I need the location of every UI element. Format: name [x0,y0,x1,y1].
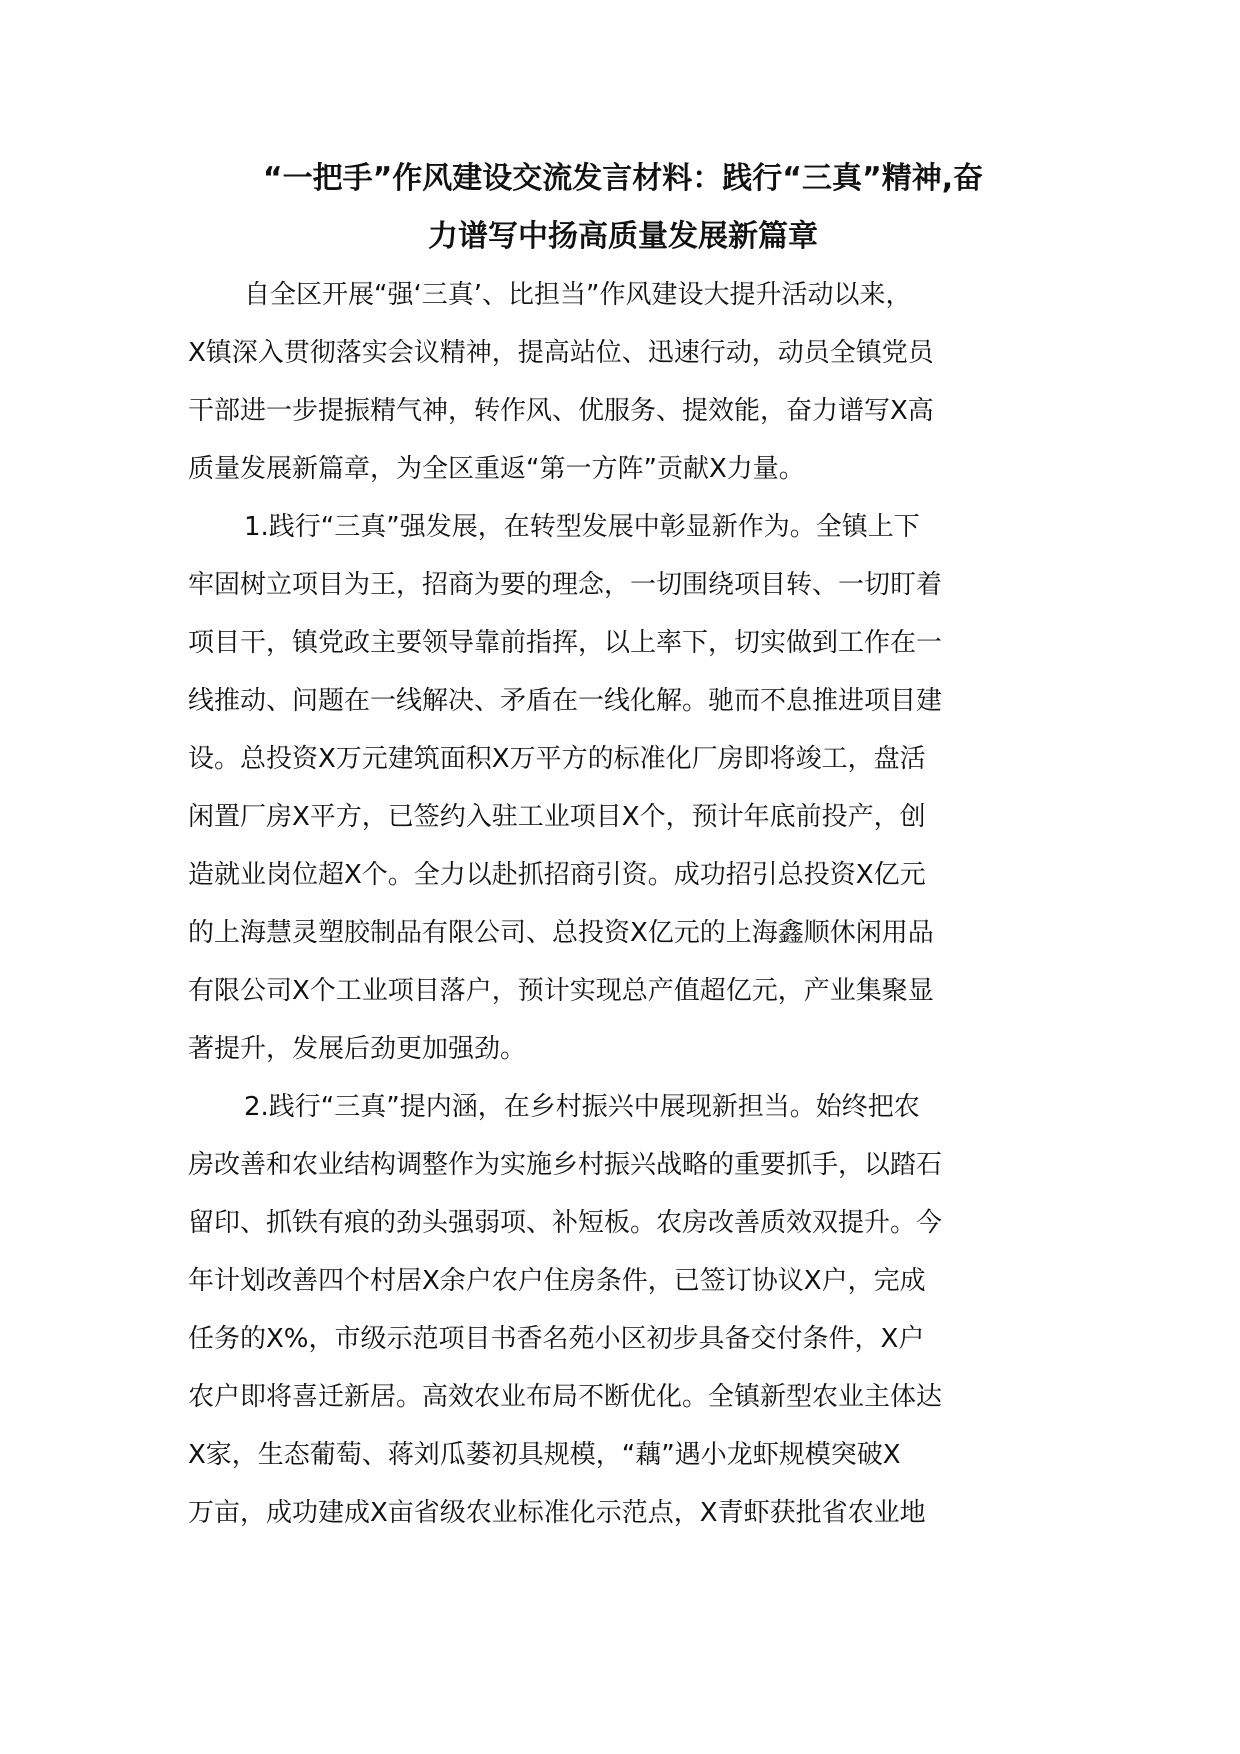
paragraph-line: 闲置厂房X平方，已签约入驻工业项目X个，预计年底前投产，创 [188,802,926,832]
paragraph-line: 有限公司X个工业项目落户，预计实现总产值超亿元，产业集聚显 [188,976,934,1006]
paragraph-line: 干部进一步提振精气神，转作风、优服务、提效能，奋力谱写X高 [188,396,934,426]
paragraph-line: 项目干，镇党政主要领导靠前指挥，以上率下，切实做到工作在一 [188,628,943,658]
paragraph-line: 房改善和农业结构调整作为实施乡村振兴战略的重要抓手，以踏石 [188,1150,943,1180]
paragraph-line: 年计划改善四个村居X余户农户住房条件，已签订协议X户，完成 [188,1266,926,1296]
title-line-1: “一把手”作风建设交流发言材料：践行“三真”精神,奋 [262,161,984,196]
paragraph-line: 线推动、问题在一线解决、矛盾在一线化解。驰而不息推进项目建 [188,686,943,716]
paragraph-section-2 [188,1078,1058,1542]
paragraph-line: 任务的X%，市级示范项目书香名苑小区初步具备交付条件，X户 [188,1324,925,1354]
paragraph-line: 万亩，成功建成X亩省级农业标准化示范点，X青虾获批省农业地 [188,1498,926,1528]
document-page [188,150,1058,1542]
paragraph-line: X家，生态葡萄、蒋刘瓜蒌初具规模，“藕”遇小龙虾规模突破X [188,1440,901,1470]
paragraph-line: 自全区开展“强‘三真’、比担当”作风建设大提升活动以来， [244,280,912,310]
paragraph-line: 农户即将喜迁新居。高效农业布局不断优化。全镇新型农业主体达 [188,1382,943,1412]
paragraph-line: 造就业岗位超X个。全力以赴抓招商引资。成功招引总投资X亿元 [188,860,926,890]
paragraph-intro [188,266,1058,498]
paragraph-line: 留印、抓铁有痕的劲头强弱项、补短板。农房改善质效双提升。今 [188,1208,943,1238]
document-title [188,150,1058,266]
paragraph-line: X镇深入贯彻落实会议精神，提高站位、迅速行动，动员全镇党员 [188,338,934,368]
paragraph-section-1 [188,498,1058,1078]
paragraph-line: 设。总投资X万元建筑面积X万平方的标准化厂房即将竣工，盘活 [188,744,926,774]
title-line-2: 力谱写中扬高质量发展新篇章 [428,219,818,254]
paragraph-line: 2.践行“三真”提内涵，在乡村振兴中展现新担当。始终把农 [244,1092,920,1122]
paragraph-line: 著提升，发展后劲更加强劲。 [188,1034,527,1064]
paragraph-line: 的上海慧灵塑胶制品有限公司、总投资X亿元的上海鑫顺休闲用品 [188,918,934,948]
paragraph-line: 质量发展新篇章，为全区重返“第一方阵”贡献X力量。 [188,454,805,484]
paragraph-line: 1.践行“三真”强发展，在转型发展中彰显新作为。全镇上下 [244,512,920,542]
paragraph-line: 牢固树立项目为王，招商为要的理念，一切围绕项目转、一切盯着 [188,570,943,600]
